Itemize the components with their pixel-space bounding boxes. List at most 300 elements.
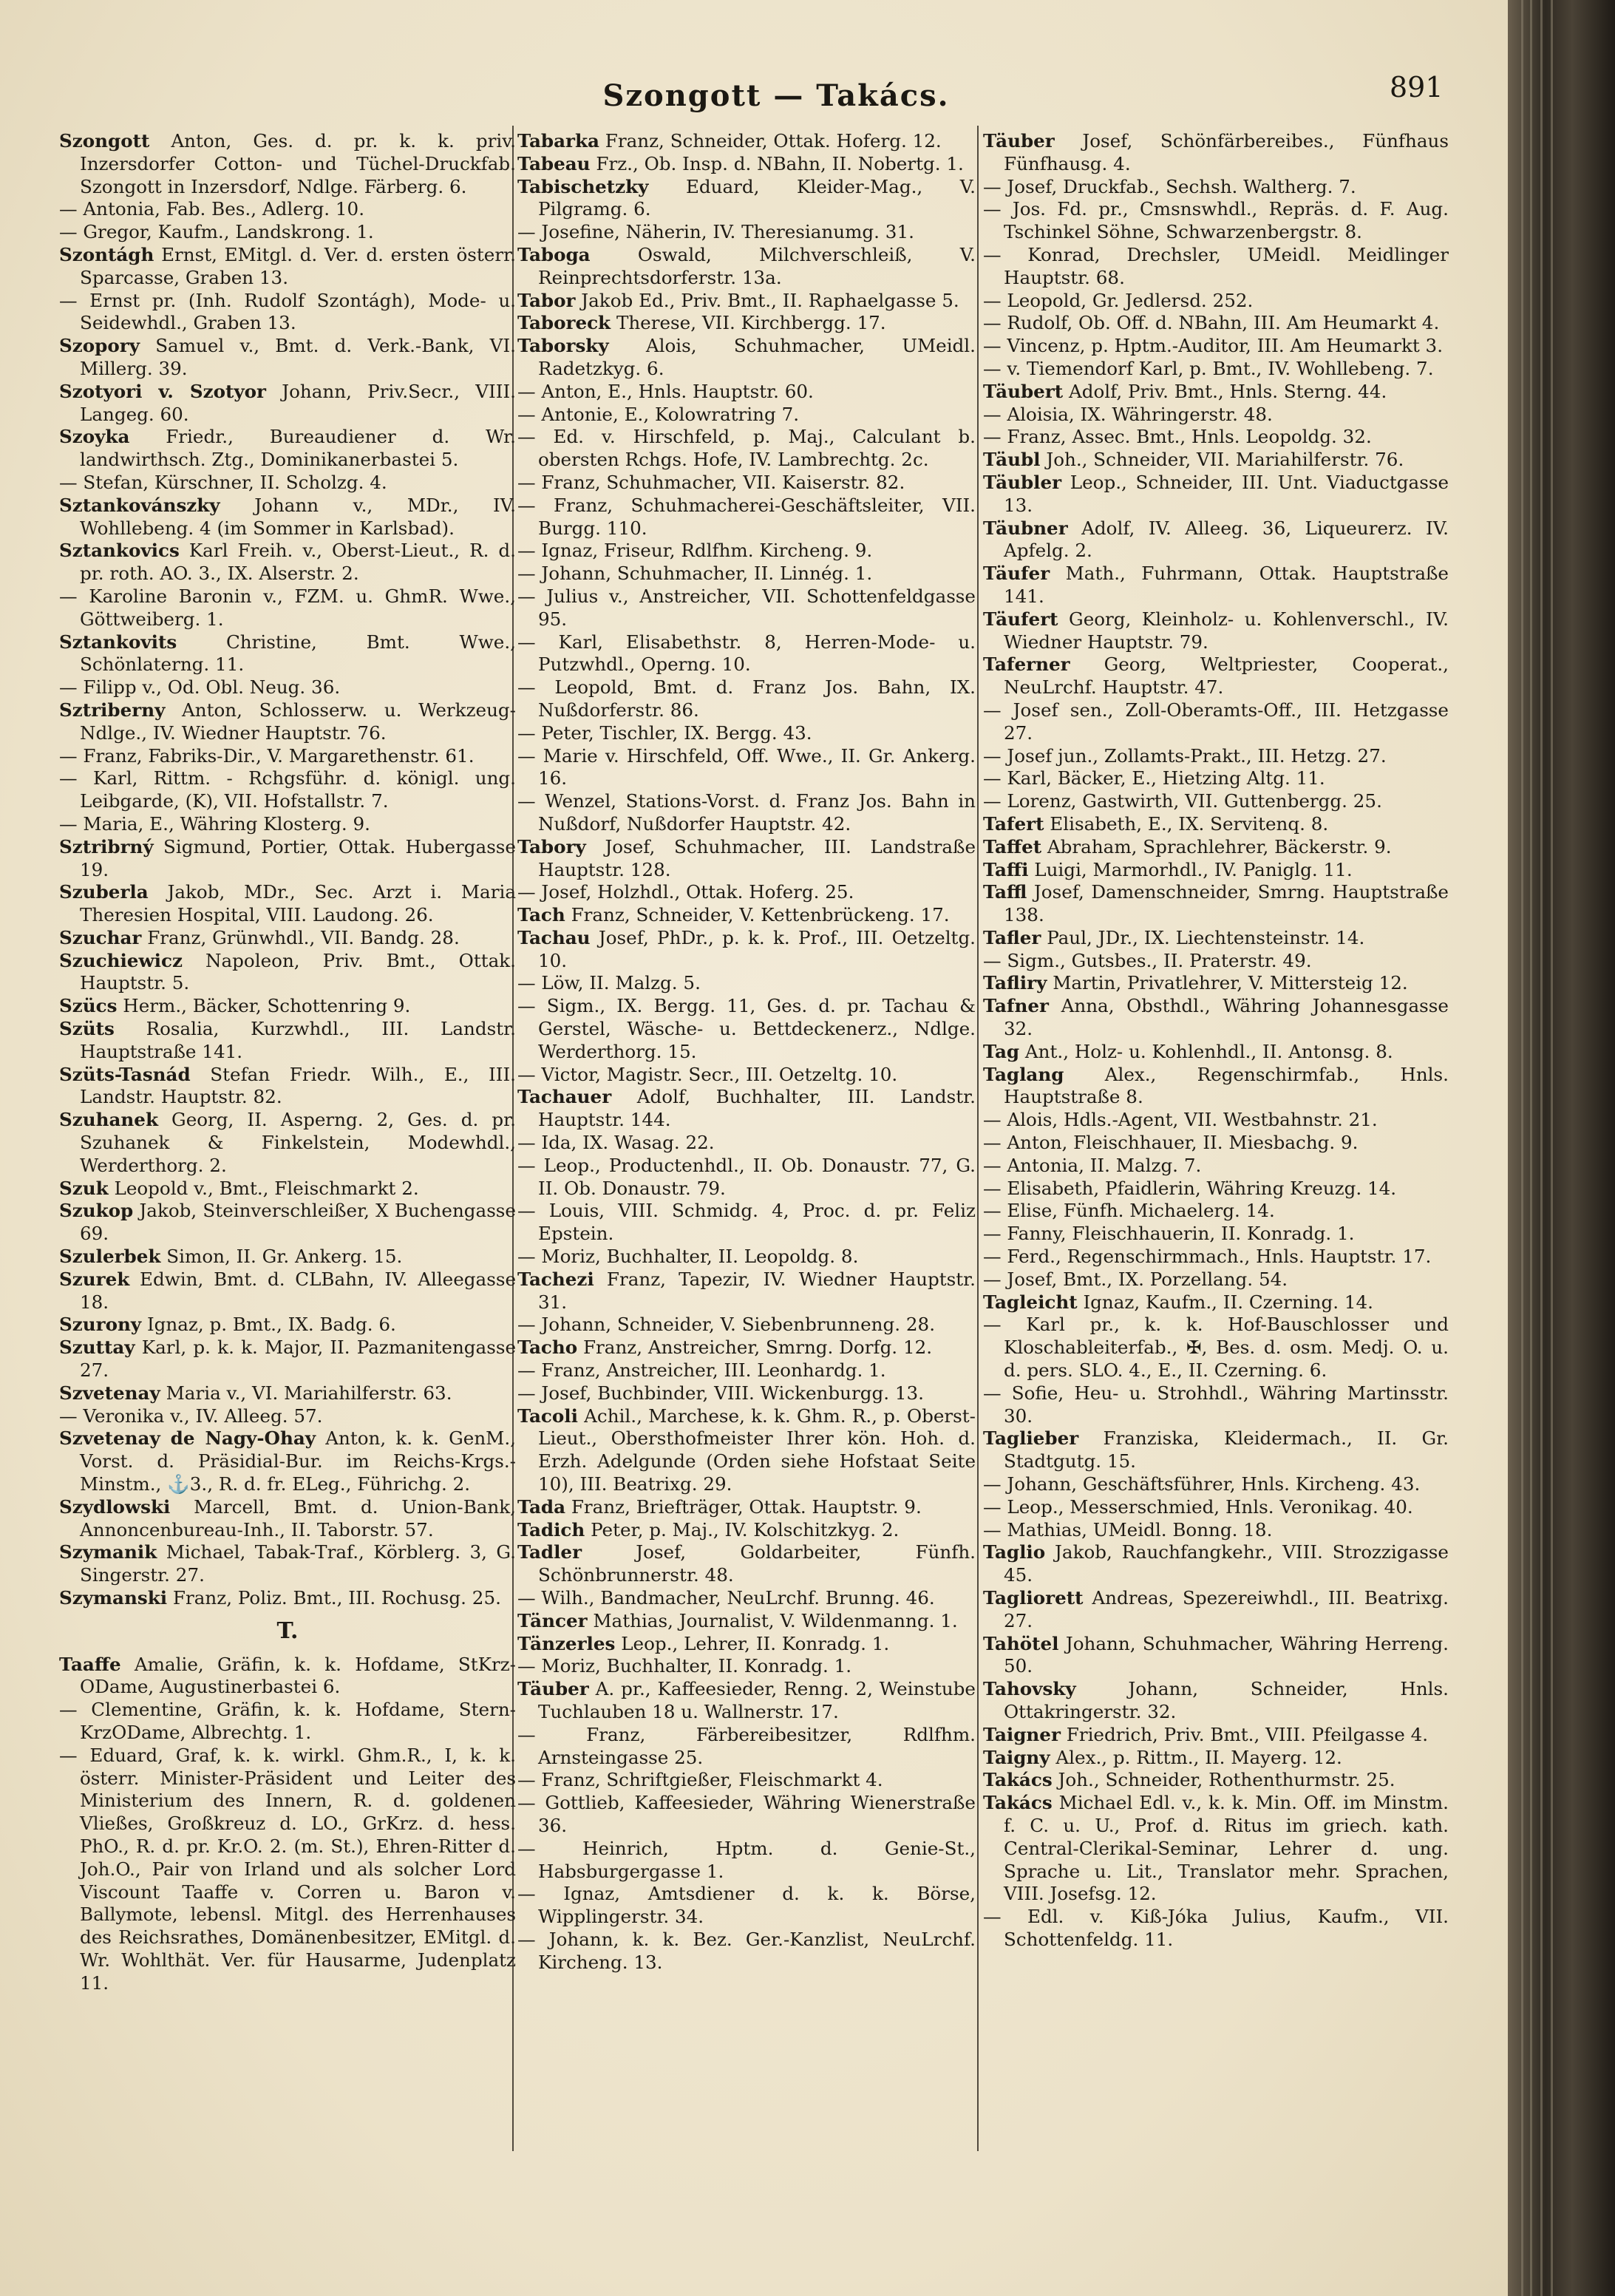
entry-details: Sigmund, Portier, Ottak. Hubergasse 19. (80, 835, 516, 880)
entry-details: Abraham, Sprachlehrer, Bäckerstr. 9. (1047, 835, 1392, 857)
directory-entry (59, 813, 516, 836)
entry-surname: Tahötel (983, 1632, 1059, 1654)
entry-details: — Ignaz, Amtsdiener d. k. k. Börse, Wipplingerstr. 34. (517, 1883, 976, 1928)
entry-details: Georg, II. Asperng. 2, Ges. d. pr. Szuhanek & Finkelstein, Modewhdl., Werderthorg. 2. (80, 1109, 516, 1176)
entry-details: Johann, Schuhmacher, Währing Herreng. 50. (1004, 1632, 1449, 1677)
directory-entry (59, 1699, 516, 1745)
entry-details: — Josef, Bmt., IX. Porzellang. 54. (983, 1268, 1288, 1290)
entry-surname: Szongott (59, 130, 150, 152)
directory-entry (59, 1654, 516, 1699)
entry-surname: Taboga (517, 243, 591, 265)
directory-entry (517, 495, 976, 540)
entry-details: — Leop., Productenhdl., II. Ob. Donaustr. 77, G. II. Ob. Donaustr. 79. (517, 1154, 976, 1199)
directory-entry (517, 1268, 976, 1314)
entry-details: Herm., Bäcker, Schottenring 9. (123, 995, 411, 1017)
entry-surname: Tafert (983, 812, 1044, 835)
entry-surname: Szuk (59, 1177, 109, 1199)
entry-details: Jakob, MDr., Sec. Arzt i. Maria Theresien Hospital, VIII. Laudong. 26. (80, 881, 516, 926)
entry-details: — Elisabeth, Pfaidlerin, Währing Kreuzg. 14. (983, 1177, 1397, 1199)
directory-entry (517, 881, 976, 904)
directory-entry (983, 881, 1449, 927)
directory-entry (517, 631, 976, 677)
directory-entry (983, 517, 1449, 563)
directory-entry (59, 927, 516, 950)
entry-details: Adolf, Priv. Bmt., Hnls. Sterng. 44. (1068, 380, 1387, 402)
entry-details: — Anton, E., Hnls. Hauptstr. 60. (517, 380, 814, 402)
entry-surname: Szotyori v. Szotyor (59, 380, 266, 402)
entry-surname: Szüts (59, 1018, 115, 1040)
entry-details: Frz., Ob. Insp. d. NBahn, II. Nobertg. 1. (596, 152, 964, 174)
entry-surname: Szukop (59, 1200, 134, 1222)
directory-entry (517, 1610, 976, 1633)
entry-details: — Josef, Holzhdl., Ottak. Hoferg. 25. (517, 881, 854, 903)
entry-details: — Franz, Assec. Bmt., Hnls. Leopoldg. 32. (983, 426, 1372, 448)
entry-details: Anton, Schlosserw. u. Werkzeug-Ndlge., IV. Wiedner Hauptstr. 76. (80, 699, 516, 744)
directory-entry (517, 472, 976, 495)
entry-details: Elisabeth, E., IX. Servitenq. 8. (1050, 812, 1329, 835)
entry-surname: Täubl (983, 449, 1041, 471)
entry-details: Amalie, Gräfin, k. k. Hofdame, StKrz-ODame, Augustinerbastei 6. (80, 1653, 516, 1698)
directory-entry (983, 608, 1449, 654)
entry-details: Georg, Kleinholz- u. Kohlenverschl., IV. Wiedner Hauptstr. 79. (1004, 608, 1449, 653)
directory-entry (59, 1745, 516, 1995)
entry-surname: Szücs (59, 995, 118, 1017)
directory-entry (983, 767, 1449, 790)
entry-details: Therese, VII. Kirchbergg. 17. (616, 312, 886, 334)
column-divider (977, 126, 979, 2151)
directory-entry (983, 1427, 1449, 1473)
entry-details: — Mathias, UMeidl. Bonng. 18. (983, 1518, 1273, 1541)
entry-surname: Szüts-Tasnád (59, 1063, 191, 1085)
entry-details: Josef, Schönfärbereibes., Fünfhaus Fünfhausg. 4. (1004, 130, 1449, 174)
directory-entry (59, 836, 516, 882)
entry-details: Franz, Anstreicher, Smrng. Dorfg. 12. (582, 1336, 933, 1359)
entry-details: — Peter, Tischler, IX. Bergg. 43. (517, 721, 812, 744)
directory-entry (59, 130, 516, 198)
directory-entry (517, 312, 976, 335)
directory-entry (983, 1155, 1449, 1178)
entry-surname: Szurony (59, 1314, 142, 1336)
entry-details: Eduard, Kleider-Mag., V. Pilgramg. 6. (538, 175, 976, 220)
entry-details: — Maria, E., Währing Klosterg. 9. (59, 812, 370, 835)
entry-details: — Antonia, II. Malzg. 7. (983, 1154, 1202, 1176)
directory-entry (517, 1633, 976, 1656)
directory-entry (59, 1246, 516, 1268)
entry-details: Franz, Tapezir, IV. Wiedner Hauptstr. 31. (538, 1268, 976, 1313)
entry-details: — v. Tiemendorf Karl, p. Bmt., IV. Wohllebeng. 7. (983, 357, 1434, 379)
entry-details: — Franz, Färbereibesitzer, Rdlfhm. Arnsteingasse 25. (517, 1723, 976, 1768)
directory-entry (517, 1314, 976, 1336)
directory-entry (517, 1064, 976, 1087)
entry-details: — Vincenz, p. Hptm.-Auditor, III. Am Heumarkt 3. (983, 335, 1444, 357)
entry-details: Achil., Marchese, k. k. Ghm. R., p. Oberst-Lieut., Obersthofmeister Ihrer kön. Hoh. d. Erzh. Adelgunde (Orden siehe Hofstaat Seite 10), III. Beatrixg. 29. (538, 1405, 976, 1495)
entry-details: — Ida, IX. Wasag. 22. (517, 1132, 715, 1154)
entry-details: — Leopold, Gr. Jedlersd. 252. (983, 289, 1254, 311)
directory-entry (517, 1587, 976, 1610)
entry-details: Johann v., MDr., IV. Wohllebeng. 4 (im Sommer in Karlsbad). (80, 494, 516, 539)
directory-entry (517, 676, 976, 722)
entry-details: Peter, p. Maj., IV. Kolschitzkyg. 2. (591, 1518, 900, 1541)
directory-entry (983, 995, 1449, 1041)
entry-details: — Franz, Schuhmacher, VII. Kaiserstr. 82. (517, 471, 905, 493)
directory-entry (517, 1382, 976, 1405)
entry-details: — Rudolf, Ob. Off. d. NBahn, III. Am Heumarkt 4. (983, 312, 1440, 334)
directory-entry (59, 1200, 516, 1246)
entry-details: — Johann, Schneider, V. Siebenbrunneng. 28. (517, 1314, 936, 1336)
entry-details: — Ferd., Regenschirmmach., Hnls. Hauptstr. 17. (983, 1246, 1432, 1268)
entry-surname: Täubner (983, 517, 1068, 539)
directory-entry (517, 176, 976, 222)
entry-surname: Tag (983, 1040, 1020, 1062)
entry-surname: Tacoli (517, 1405, 578, 1427)
book-gutter (1508, 0, 1615, 2296)
entry-details: — Josef, Druckfab., Sechsh. Waltherg. 7. (983, 175, 1356, 197)
directory-entry (59, 676, 516, 699)
directory-entry (983, 836, 1449, 859)
entry-details: Anna, Obsthdl., Währing Johannesgasse 32. (1004, 995, 1449, 1040)
page-number: 891 (1390, 71, 1444, 103)
directory-entry (517, 1769, 976, 1792)
directory-entry (517, 972, 976, 995)
directory-entry (517, 1838, 976, 1884)
entry-surname: Szoyka (59, 426, 130, 448)
entry-details: Anton, Ges. d. pr. k. k. priv. Inzersdorfer Cotton- und Tüchel-Druckfab. Szongott in Inzersdorf, Ndlge. Färberg. 6. (80, 130, 516, 197)
entry-surname: Taglio (983, 1541, 1046, 1563)
directory-entry (59, 767, 516, 813)
entry-surname: Täubert (983, 380, 1064, 402)
directory-entry (983, 1314, 1449, 1382)
entry-surname: Tadich (517, 1518, 585, 1541)
entry-details: — Ed. v. Hirschfeld, p. Maj., Calculant b. obersten Rchgs. Hofe, IV. Lambrechtg. 2c. (517, 426, 976, 471)
directory-entry (517, 1086, 976, 1132)
directory-entry (517, 130, 976, 153)
entry-surname: Tadler (517, 1541, 582, 1563)
directory-entry (59, 1336, 516, 1382)
directory-entry (983, 381, 1449, 404)
entry-details: — Gottlieb, Kaffeesieder, Währing Wienerstraße 36. (517, 1792, 976, 1836)
entry-surname: Sztriberny (59, 699, 166, 721)
entry-details: Simon, II. Gr. Ankerg. 15. (166, 1246, 403, 1268)
entry-details: Joh., Schneider, Rothenthurmstr. 25. (1058, 1769, 1395, 1791)
directory-entry (983, 1382, 1449, 1428)
entry-details: — Aloisia, IX. Währingerstr. 48. (983, 403, 1273, 425)
directory-entry (517, 381, 976, 404)
entry-details: — Karl pr., k. k. Hof-Bauschlosser und Kloschableiterfab., ✠, Bes. d. osm. Medj. O. u. d. pers. SLO. 4., E., II. Czerning. 6. (983, 1314, 1449, 1382)
entry-surname: Taglang (983, 1063, 1064, 1085)
directory-entry (517, 335, 976, 381)
entry-details: Leop., Lehrer, II. Konradg. 1. (621, 1632, 890, 1654)
entry-details: Franz, Poliz. Bmt., III. Rochusg. 25. (172, 1587, 501, 1609)
directory-entry (59, 540, 516, 585)
entry-details: — Wenzel, Stations-Vorst. d. Franz Jos. Bahn in Nußdorf, Nußdorfer Hauptstr. 42. (517, 790, 976, 835)
directory-entry (59, 244, 516, 290)
directory-entry (59, 198, 516, 221)
entry-details: Jakob Ed., Priv. Bmt., II. Raphaelgasse 5. (581, 289, 959, 311)
directory-entry (983, 1792, 1449, 1906)
directory-entry (983, 699, 1449, 745)
entry-surname: Tafliry (983, 972, 1047, 994)
directory-entry (983, 312, 1449, 335)
entry-details: Adolf, IV. Alleeg. 36, Liqueurerz. IV. Apfelg. 2. (1004, 517, 1449, 562)
entry-details: Jakob, Rauchfangkehr., VIII. Strozzigasse 45. (1004, 1541, 1449, 1586)
directory-entry (983, 335, 1449, 358)
directory-entry (983, 563, 1449, 608)
entry-details: Alois, Schuhmacher, UMeidl. Radetzkyg. 6. (538, 335, 976, 379)
entry-surname: Tabischetzky (517, 175, 649, 197)
entry-surname: Szopory (59, 335, 140, 357)
entry-details: Adolf, Buchhalter, III. Landstr. Hauptstr. 144. (538, 1086, 976, 1131)
entry-surname: Täubler (983, 471, 1062, 493)
entry-surname: Taglieber (983, 1427, 1079, 1450)
entry-details: Friedrich, Priv. Bmt., VIII. Pfeilgasse 4. (1066, 1723, 1429, 1745)
entry-surname: Sztankovánszky (59, 494, 220, 516)
entry-details: Paul, JDr., IX. Liechtensteinstr. 14. (1047, 926, 1365, 948)
directory-entry (517, 1336, 976, 1359)
entry-details: Edwin, Bmt. d. CLBahn, IV. Alleegasse 18. (80, 1268, 516, 1313)
entry-details: — Johann, k. k. Bez. Ger.-Kanzlist, NeuLrchf. Kircheng. 13. (517, 1928, 976, 1973)
entry-surname: Tabarka (517, 130, 599, 152)
entry-surname: Taboreck (517, 312, 611, 334)
entry-surname: Takács (983, 1792, 1053, 1814)
entry-details: — Karl, Bäcker, E., Hietzing Altg. 11. (983, 767, 1325, 789)
entry-details: Josef, Schuhmacher, III. Landstraße Hauptstr. 128. (538, 835, 976, 880)
entry-surname: Täncer (517, 1609, 588, 1631)
directory-entry (517, 1655, 976, 1678)
entry-details: — Victor, Magistr. Secr., III. Oetzeltg. 10. (517, 1063, 898, 1085)
directory-entry (517, 1496, 976, 1519)
entry-surname: Tänzerles (517, 1632, 616, 1654)
entry-details: — Josef sen., Zoll-Oberamts-Off., III. Hetzgasse 27. (983, 699, 1449, 744)
directory-entry (59, 1064, 516, 1110)
entry-surname: Takács (983, 1769, 1053, 1791)
entry-details: Christine, Bmt. Wwe., Schönlaterng. 11. (80, 631, 516, 676)
directory-entry (517, 1200, 976, 1246)
entry-details: — Alois, Hdls.-Agent, VII. Westbahnstr. 21. (983, 1109, 1378, 1131)
directory-entry (983, 653, 1449, 699)
entry-details: Josef, Damenschneider, Smrng. Hauptstraße 138. (1004, 881, 1449, 926)
directory-entry (983, 1587, 1449, 1633)
entry-details: — Franz, Schuhmacherei-Geschäftsleiter, VII. Burgg. 110. (517, 494, 976, 539)
directory-entry (517, 244, 976, 290)
directory-entry (59, 1268, 516, 1314)
entry-details: Josef, PhDr., p. k. k. Prof., III. Oetzeltg. 10. (538, 926, 976, 971)
entry-details: — Johann, Geschäftsführer, Hnls. Kircheng. 43. (983, 1473, 1421, 1495)
entry-details: Josef, Goldarbeiter, Fünfh. Schönbrunnerstr. 48. (538, 1541, 976, 1586)
entry-details: Michael, Tabak-Traf., Körblerg. 3, G. Singerstr. 27. (80, 1541, 516, 1586)
directory-entry (59, 381, 516, 427)
entry-surname: Szydlowski (59, 1495, 171, 1518)
running-header: Szongott — Takács. (602, 78, 950, 113)
entry-surname: Taffi (983, 858, 1029, 880)
directory-entry (517, 745, 976, 791)
entry-details: — Ernst pr. (Inh. Rudolf Szontágh), Mode- u. Seidewhdl., Graben 13. (59, 289, 516, 334)
directory-entry (517, 1541, 976, 1587)
entry-surname: Sztankovits (59, 631, 177, 653)
directory-entry (517, 1405, 976, 1496)
entry-details: — Karoline Baronin v., FZM. u. GhmR. Wwe., Göttweiberg. 1. (59, 585, 516, 630)
directory-entry (59, 631, 516, 677)
entry-details: — Heinrich, Hptm. d. Genie-St., Habsburgergasse 1. (517, 1837, 976, 1882)
directory-entry (517, 836, 976, 882)
directory-entry (59, 1382, 516, 1405)
directory-entry (59, 745, 516, 768)
entry-details: — Moriz, Buchhalter, II. Leopoldg. 8. (517, 1246, 859, 1268)
entry-surname: Tafler (983, 926, 1041, 948)
directory-entry (983, 1268, 1449, 1291)
directory-entry (59, 881, 516, 927)
entry-surname: Tabeau (517, 152, 591, 174)
directory-entry (983, 1541, 1449, 1587)
directory-entry (983, 859, 1449, 882)
directory-entry (983, 1473, 1449, 1496)
directory-entry (517, 221, 976, 244)
directory-entry (517, 1359, 976, 1382)
entry-surname: Tagleicht (983, 1291, 1078, 1313)
entry-details: Franz, Grünwhdl., VII. Bandg. 28. (147, 926, 460, 948)
directory-entry (517, 1246, 976, 1268)
directory-entry (983, 1724, 1449, 1747)
entry-details: Ignaz, Kaufm., II. Czerning. 14. (1083, 1291, 1373, 1313)
entry-details: Joh., Schneider, VII. Mariahilferstr. 76. (1046, 449, 1404, 471)
directory-entry (59, 1314, 516, 1336)
entry-details: Karl, p. k. k. Major, II. Pazmanitengasse 27. (80, 1336, 516, 1382)
directory-entry (517, 790, 976, 836)
entry-details: — Filipp v., Od. Obl. Neug. 36. (59, 676, 341, 699)
directory-entry (983, 1906, 1449, 1952)
entry-surname: Täuber (517, 1678, 589, 1700)
directory-entry (983, 1519, 1449, 1542)
directory-entry (983, 176, 1449, 199)
entry-surname: Täufer (983, 563, 1050, 585)
entry-details: Rosalia, Kurzwhdl., III. Landstr. Hauptstraße 141. (80, 1018, 516, 1062)
entry-details: — Jos. Fd. pr., Cmsnswhdl., Repräs. d. F. Aug. Tschinkel Söhne, Schwarzenbergstr. 8. (983, 198, 1449, 243)
entry-details: — Johann, Schuhmacher, II. Linnég. 1. (517, 563, 873, 585)
entry-surname: Tahovsky (983, 1678, 1076, 1700)
directory-entry (517, 904, 976, 927)
entry-details: — Julius v., Anstreicher, VII. Schottenfeldgasse 95. (517, 585, 976, 630)
entry-details: — Karl, Elisabethstr. 8, Herren-Mode- u. Putzwhdl., Operng. 10. (517, 631, 976, 676)
entry-surname: Szuchar (59, 926, 142, 948)
entry-surname: Sztankovics (59, 540, 180, 562)
directory-entry (983, 1223, 1449, 1246)
entry-surname: Tagliorett (983, 1587, 1084, 1609)
directory-entry (983, 1178, 1449, 1200)
entry-details: Georg, Weltpriester, Cooperat., NeuLrchf. Hauptstr. 47. (1004, 653, 1449, 699)
directory-entry (983, 244, 1449, 290)
entry-surname: Szymanik (59, 1541, 157, 1563)
directory-entry (983, 472, 1449, 517)
directory-entry (983, 290, 1449, 313)
entry-details: — Marie v. Hirschfeld, Off. Wwe., II. Gr. Ankerg. 16. (517, 744, 976, 789)
entry-details: Luigi, Marmorhdl., IV. Paniglg. 11. (1034, 858, 1353, 880)
directory-entry (983, 927, 1449, 950)
entry-details: — Antonia, Fab. Bes., Adlerg. 10. (59, 198, 365, 220)
directory-entry (517, 1883, 976, 1929)
directory-entry (983, 1633, 1449, 1679)
entry-details: — Antonie, E., Kolowratring 7. (517, 403, 800, 425)
entry-surname: Szuhanek (59, 1109, 158, 1131)
entry-surname: Szulerbek (59, 1246, 161, 1268)
column-3 (983, 130, 1449, 1952)
entry-details: Andreas, Spezereiwhdl., III. Beatrixg. 27. (1004, 1587, 1449, 1631)
directory-entry (983, 950, 1449, 973)
directory-entry (983, 1109, 1449, 1132)
entry-details: — Franz, Schriftgießer, Fleischmarkt 4. (517, 1769, 883, 1791)
directory-entry (59, 585, 516, 631)
directory-entry (59, 1405, 516, 1428)
entry-details: — Leop., Messerschmied, Hnls. Veronikag. 40. (983, 1495, 1413, 1518)
entry-details: Ant., Holz- u. Kohlenhdl., II. Antonsg. 8. (1024, 1040, 1393, 1062)
entry-details: Stefan Friedr. Wilh., E., III. Landstr. Hauptstr. 82. (80, 1063, 516, 1108)
directory-entry (983, 1747, 1449, 1770)
directory-entry (59, 950, 516, 996)
directory-entry (59, 1587, 516, 1610)
directory-entry (517, 1519, 976, 1542)
directory-entry (983, 130, 1449, 176)
entry-details: Mathias, Journalist, V. Wildenmanng. 1. (593, 1609, 958, 1631)
directory-entry (59, 495, 516, 540)
entry-details: Martin, Privatlehrer, V. Mittersteig 12. (1053, 972, 1408, 994)
entry-details: Anton, k. k. GenM., Vorst. d. Präsidial-Bur. im Reichs-Krgs.-Minstm., ⚓3., R. d. fr. ELeg., Führichg. 2. (80, 1427, 517, 1495)
entry-surname: Szvetenay (59, 1382, 160, 1404)
entry-details: — Ignaz, Friseur, Rdlfhm. Kircheng. 9. (517, 540, 873, 562)
entry-details: Alex., p. Rittm., II. Mayerg. 12. (1055, 1746, 1342, 1768)
entry-details: Marcell, Bmt. d. Union-Bank, Annoncenbureau-Inh., II. Taborstr. 57. (80, 1495, 516, 1541)
directory-entry (59, 1109, 516, 1177)
entry-details: — Edl. v. Kiß-Jóka Julius, Kaufm., VII. Schottenfeldg. 11. (983, 1906, 1449, 1950)
entry-details: Leopold v., Bmt., Fleischmarkt 2. (114, 1177, 419, 1199)
entry-details: — Josefine, Näherin, IV. Theresianumg. 31. (517, 221, 914, 243)
entry-details: Oswald, Milchverschleiß, V. Reinprechtsdorferstr. 13a. (538, 243, 976, 288)
entry-details: — Leopold, Bmt. d. Franz Jos. Bahn, IX. Nußdorferstr. 86. (517, 676, 976, 721)
directory-entry (983, 972, 1449, 995)
directory-entry (59, 1178, 516, 1200)
entry-surname: Tabory (517, 835, 586, 857)
entry-details: — Eduard, Graf, k. k. wirkl. Ghm.R., I, k. k. österr. Minister-Präsident und Leiter des Ministerium des Innern, R. d. goldenen Vließes, Großkreuz d. LO., GrKrz. d. hess. PhO., R. d. pr. Kr.O. 2. (m. St.), Ehren-Ritter d. Joh.O., Pair von Irland und als solcher Lord Viscount Taaffe v. Corren u. Baron v. Ballymote, lebensl. Mitgl. des Herrenhauses des Reichsrathes, Domänenbesitzer, EMitgl. d. Wr. Wohlthät. Ver. für Hausarme, Judenplatz 11. (59, 1744, 516, 1994)
directory-entry (59, 426, 516, 472)
entry-surname: Tachau (517, 926, 591, 948)
entry-surname: Taborsky (517, 335, 609, 357)
directory-entry (59, 335, 516, 381)
entry-surname: Taigner (983, 1723, 1061, 1745)
entry-details: Franz, Schneider, Ottak. Hoferg. 12. (605, 130, 942, 152)
directory-entry (517, 1678, 976, 1724)
entry-details: Ernst, EMitgl. d. Ver. d. ersten österr. Sparcasse, Graben 13. (80, 243, 516, 288)
directory-entry (517, 585, 976, 631)
entry-surname: Szurek (59, 1268, 130, 1290)
entry-surname: Täuber (983, 130, 1055, 152)
entry-surname: Tafner (983, 995, 1049, 1017)
entry-surname: Taffl (983, 881, 1027, 903)
directory-entry (983, 1064, 1449, 1110)
entry-surname: Szuberla (59, 881, 149, 903)
entry-surname: Tacho (517, 1336, 578, 1359)
directory-entry (517, 540, 976, 563)
entry-details: — Karl, Rittm. - Rchgsführ. d. königl. ung. Leibgarde, (K), VII. Hofstallstr. 7. (59, 767, 516, 812)
entry-details: — Wilh., Bandmacher, NeuLrchf. Brunng. 46. (517, 1587, 935, 1609)
directory-entry (983, 198, 1449, 244)
entry-details: Karl Freih. v., Oberst-Lieut., R. d. pr. roth. AO. 3., IX. Alserstr. 2. (80, 540, 516, 585)
directory-entry (983, 1200, 1449, 1223)
directory-entry (517, 1792, 976, 1838)
entry-surname: Sztribrný (59, 835, 154, 857)
directory-entry (983, 790, 1449, 813)
entry-surname: Tada (517, 1495, 566, 1518)
entry-details: — Stefan, Kürschner, II. Scholzg. 4. (59, 471, 387, 493)
entry-details: — Elise, Fünfh. Michaelerg. 14. (983, 1200, 1275, 1222)
directory-entry (517, 722, 976, 745)
entry-details: Leop., Schneider, III. Unt. Viaductgasse 13. (1004, 471, 1449, 516)
